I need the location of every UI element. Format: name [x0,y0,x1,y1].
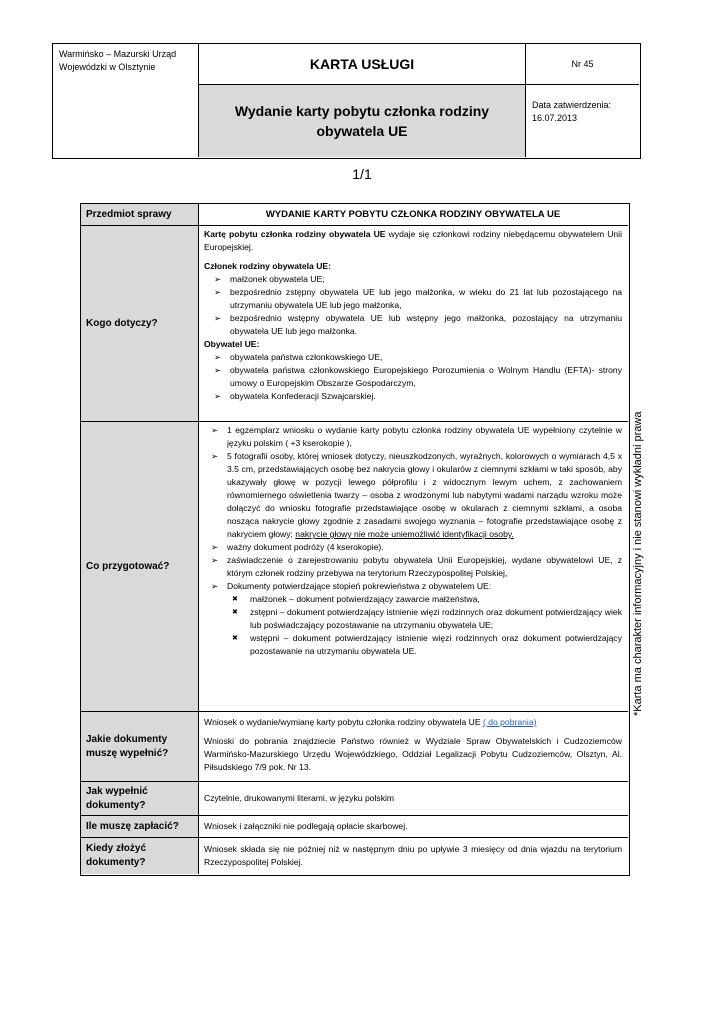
card-title: KARTA USŁUGI [199,44,526,85]
prepare-content [199,422,628,711]
when-label: Kiedy złożyć dokumenty? [81,838,199,874]
cross-bullet-icon: ✖ [232,635,238,642]
who-intro-bold: Kartę pobytu członka rodziny obywatela UE [204,229,386,239]
who-intro-rest: wydaje się członkowi rodziny niebędącemu obywatelem Unii Europejskiej. [204,229,622,252]
approval-date [526,85,639,157]
list-item: ➢ zaświadczenie o zarejestrowaniu pobytu obywatela Unii Europejskiej, wydane obywatelowi UE, z którym członek rodziny przebywa na terytorium Rzeczypospolitej Polskiej, [211,555,622,578]
arrow-bullet-icon: ➢ [214,287,222,297]
list-item: ➢ 5 fotografii osoby, której wniosek dotyczy, nieuszkodzonych, wyraźnych, kolorowych o wymiarach 4,5 x 3.5 cm, przedstawiających osobę bez nakrycia głowy i okularów z ciemnymi szkłami w taki sposób, aby ukazywały głowę w pozycji lewego półprofilu i z widocznym lewym uchem, z zachowaniem równomiernego oświetlenia twarzy – osoba z wrodzonymi lub nabytymi wadami narządu wzroku może dołączyć do wniosku fotografie przedstawiające osobę w okularach z ciemnymi szkłami, a osoba nosząca nakrycie głowy zgodnie z zasadami swojego wyznania – fotografie przedstawiające osobę z nakryciem głowy; nakrycie głowy nie może uniemożliwić identyfikacji osoby. [211,451,622,539]
row-subject [81,204,628,226]
arrow-bullet-icon: ➢ [211,581,219,591]
card-number: Nr 45 [526,44,639,85]
arrow-bullet-icon: ➢ [214,313,222,323]
arrow-bullet-icon: ➢ [211,425,219,435]
approval-date-label: Data zatwierdzenia: [532,100,612,110]
cross-bullet-icon: ✖ [232,609,238,616]
prepare-label: Co przygotować? [81,422,199,711]
list-item: ➢ Dokumenty potwierdzające stopień pokrewieństwa z obywatelem UE: [211,581,492,591]
page-number: 1/1 [352,166,372,182]
pay-value: Wniosek i załączniki nie podlegają opłacie skarbowej. [204,821,408,831]
list-item: ➢ bezpośrednio wstępny obywatela UE lub wstępny jego małżonka, pozostający na utrzymaniu obywatela UE lub jego małżonka. [214,313,622,336]
arrow-bullet-icon: ➢ [211,555,219,565]
arrow-bullet-icon: ➢ [214,391,222,401]
sub-list-item: ✖ zstępni – dokument potwierdzający istnienie więzi rodzinnych oraz dokument potwierdzający wiek lub poświadczający pozostawanie na utrzymaniu obywatela UE; [232,607,622,630]
row-pay [81,816,628,838]
row-who [81,226,628,422]
subject-value: WYDANIE KARTY POBYTU CZŁONKA RODZINY OBYWATELA UE [265,209,561,220]
arrow-bullet-icon: ➢ [214,365,222,375]
who-content [199,226,628,421]
sub-list-item: ✖ małżonek – dokument potwierdzający zawarcie małżeństwa, [232,594,480,604]
cross-bullet-icon: ✖ [232,596,238,603]
header-table [52,43,641,159]
underlined-note: nakrycie głowy nie może uniemożliwić identyfikacji osoby. [295,529,514,539]
list-item: ➢ ważny dokument podróży (4 kserokopie). [211,542,384,552]
service-table [80,203,630,876]
docs-label: Jakie dokumenty muszę wypełnić? [81,712,199,781]
when-value: Wniosek składa się nie później niż w następnym dniu po upływie 3 miesięcy od dnia wjazdu na terytorium Rzeczypospolitej Polskiej. [204,844,622,867]
list-item: ➢ obywatela państwa członkowskiego Europejskiego Porozumienia o Wolnym Handlu (EFTA)- strony umowy o Europejskim Obszarze Gospodarczym, [214,365,622,388]
pay-label: Ile muszę zapłacić? [81,816,199,837]
approval-date-value: 16.07.2013 [532,113,578,123]
fill-value: Czytelnie, drukowanymi literami, w języku polskim [204,793,395,803]
arrow-bullet-icon: ➢ [211,451,219,461]
docs-line1: Wniosek o wydanie/wymianę karty pobytu członka rodziny obywatela UE [204,717,483,727]
list-item: ➢ małżonek obywatela UE; [214,274,325,284]
list-item: ➢ 1 egzemplarz wniosku o wydanie karty pobytu członka rodziny obywatela UE wypełniony czytelnie w języku polskim ( +3 kserokopie ), [211,425,622,448]
subject-label: Przedmiot sprawy [81,204,199,225]
card-subtitle: Wydanie karty pobytu członka rodziny obywatela UE [199,85,526,157]
arrow-bullet-icon: ➢ [214,274,222,284]
sub-list-item: ✖ wstępni – dokument potwierdzający istnienie więzi rodzinnych oraz dokument potwierdzający pozostawanie na utrzymaniu obywatela UE. [232,633,622,656]
arrow-bullet-icon: ➢ [214,352,222,362]
row-when [81,838,628,874]
row-docs [81,712,628,782]
row-prepare [81,422,628,712]
list-item: ➢ obywatela Konfederacji Szwajcarskiej. [214,391,376,401]
list-item: ➢ bezpośrednio zstępny obywatela UE lub jego małżonka, w wieku do 21 lat lub pozostającego na utrzymaniu obywatela UE lub jego małżonka, [214,287,622,310]
who-label: Kogo dotyczy? [81,226,199,421]
download-link[interactable]: ( do pobrania) [482,717,537,727]
docs-content [199,712,628,781]
docs-line2: Wnioski do pobrania znajdziecie Państwo również w Wydziale Spraw Obywatelskich i Cudzoziemców Warmińsko-Mazurskiego Urzędu Wojewódzkiego, Oddział Legalizacji Pobytu Cudzoziemców, Olsztyn, Al. Piłsudskiego 7/9 pok. Nr 13. [204,736,622,772]
list-item: ➢ obywatela państwa członkowskiego UE, [214,352,383,362]
citizen-heading: Obywatel UE: [204,339,260,349]
row-fill [81,782,628,816]
side-note: *Karta ma charakter informacyjny i nie stanowi wykładni prawa [632,411,644,716]
family-heading: Członek rodziny obywatela UE: [204,261,332,271]
office-name: Warmińsko – Mazurski Urząd Wojewódzki w Olsztynie [53,44,199,157]
fill-label: Jak wypełnić dokumenty? [81,782,199,815]
arrow-bullet-icon: ➢ [211,542,219,552]
